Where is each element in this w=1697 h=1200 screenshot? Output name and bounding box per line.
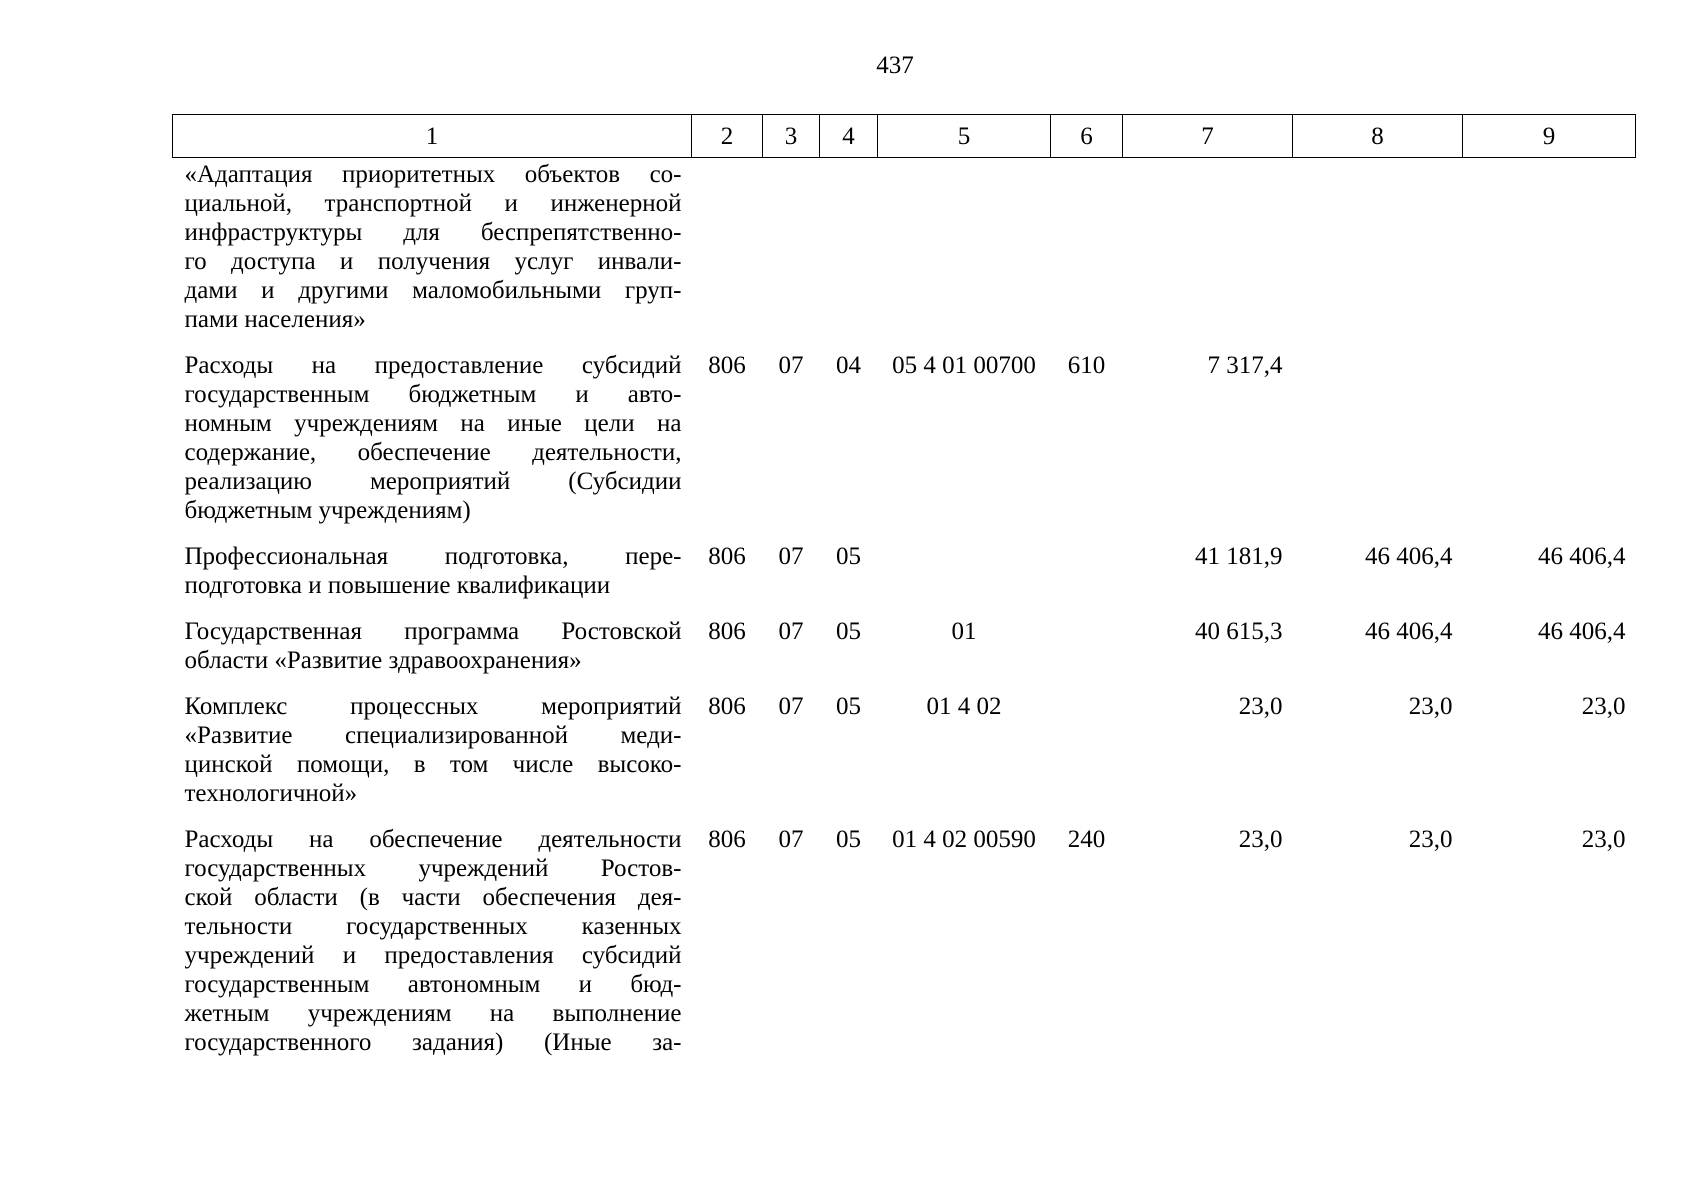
col-8-cell: 46 406,4 (1365, 543, 1453, 570)
col-9-cell (1463, 158, 1636, 347)
description-line: государственного задания) (Иные за- (184, 1029, 682, 1056)
description-line: го доступа и получения услуг инвали- (184, 248, 682, 275)
description-line: «Развитие специализированной меди- (184, 722, 682, 749)
col-9-cell (1463, 346, 1636, 537)
col-5-cell: 01 4 02 00590 (892, 826, 1036, 853)
col-8-cell: 23,0 (1408, 693, 1453, 720)
col-7-cell (1123, 158, 1293, 347)
col-4-cell (820, 158, 878, 347)
col-4-cell: 05 (836, 543, 861, 570)
description-line: циальной, транспортной и инженерной (184, 190, 682, 217)
table-row (173, 612, 1636, 687)
col-9-cell: 46 406,4 (1538, 543, 1626, 570)
row-description (173, 687, 692, 820)
description-line: Комплекс процессных мероприятий (184, 693, 682, 720)
col-5-cell: 05 4 01 00700 (892, 352, 1036, 379)
header-cell-6: 6 (1051, 115, 1123, 158)
col-3-cell: 07 (778, 543, 804, 570)
col-9-cell: 23,0 (1581, 693, 1626, 720)
header-cell-2: 2 (692, 115, 763, 158)
table-header (173, 115, 1636, 158)
col-8-cell: 46 406,4 (1365, 618, 1453, 645)
description-line: инфраструктуры для беспрепятственно- (184, 219, 682, 246)
col-3-cell: 07 (778, 618, 804, 645)
table-row (173, 820, 1636, 1069)
col-7-cell: 23,0 (1238, 826, 1283, 853)
col-3-cell: 07 (778, 352, 804, 379)
header-cell-3: 3 (763, 115, 820, 158)
description-line: Расходы на обеспечение деятельности (184, 826, 682, 853)
description-line: Государственная программа Ростовской (184, 618, 682, 645)
col-4-cell: 05 (836, 693, 861, 720)
header-row (173, 115, 1636, 158)
description-line: дами и другими маломобильными груп- (184, 277, 682, 304)
header-cell-8: 8 (1293, 115, 1463, 158)
description-line: «Адаптация приоритетных объектов со- (184, 161, 682, 188)
table-row (173, 158, 1636, 347)
description-line: Профессиональная подготовка, пере- (184, 543, 682, 570)
table-row (173, 537, 1636, 612)
col-7-cell: 40 615,3 (1195, 618, 1283, 645)
header-cell-5: 5 (878, 115, 1051, 158)
col-4-cell: 04 (836, 352, 861, 379)
description-line: учреждений и предоставления субсидий (184, 942, 682, 969)
description-line: бюджетным учреждениям) (184, 497, 471, 524)
col-3-cell: 07 (778, 693, 804, 720)
row-description (173, 537, 692, 612)
description-line: цинской помощи, в том числе высоко- (184, 751, 682, 778)
description-line: государственным бюджетным и авто- (184, 381, 682, 408)
col-2-cell: 806 (708, 352, 746, 379)
row-description (173, 158, 692, 347)
col-2-cell (692, 158, 763, 347)
header-cell-4: 4 (820, 115, 878, 158)
col-6-cell: 610 (1067, 352, 1106, 379)
col-2-cell: 806 (708, 543, 746, 570)
col-2-cell: 806 (708, 693, 746, 720)
description-line: области «Развитие здравоохранения» (184, 647, 582, 674)
col-2-cell: 806 (708, 826, 746, 853)
description-line: государственных учреждений Ростов- (184, 855, 682, 882)
description-line: технологичной» (184, 780, 358, 807)
col-7-cell: 23,0 (1238, 693, 1283, 720)
description-line: тельности государственных казенных (184, 913, 682, 940)
col-3-cell (763, 158, 820, 347)
row-description (173, 612, 692, 687)
description-line: государственным автономным и бюд- (184, 971, 682, 998)
col-5-cell (878, 158, 1051, 347)
header-cell-9: 9 (1463, 115, 1636, 158)
col-6-cell (1051, 687, 1123, 820)
table-row (173, 687, 1636, 820)
description-line: Расходы на предоставление субсидий (184, 352, 682, 379)
col-4-cell: 05 (836, 618, 861, 645)
table-body (173, 158, 1636, 1070)
col-4-cell: 05 (836, 826, 861, 853)
col-7-cell: 41 181,9 (1195, 543, 1283, 570)
description-line: жетным учреждениям на выполнение (184, 1000, 682, 1027)
col-8-cell (1293, 158, 1463, 347)
col-6-cell: 240 (1067, 826, 1106, 853)
description-line: пами населения» (184, 306, 366, 333)
col-3-cell: 07 (778, 826, 804, 853)
header-cell-7: 7 (1123, 115, 1293, 158)
col-6-cell (1051, 537, 1123, 612)
col-9-cell: 46 406,4 (1538, 618, 1626, 645)
col-5-cell: 01 (951, 618, 977, 645)
row-description (173, 346, 692, 537)
col-7-cell: 7 317,4 (1207, 352, 1283, 379)
description-line: подготовка и повышение квалификации (184, 572, 611, 599)
table-row (173, 346, 1636, 537)
page-number: 437 (876, 52, 914, 79)
description-line: номным учреждениям на иные цели на (184, 410, 682, 437)
col-9-cell: 23,0 (1581, 826, 1626, 853)
budget-table (172, 114, 1635, 1069)
col-8-cell: 23,0 (1408, 826, 1453, 853)
description-line: реализацию мероприятий (Субсидии (184, 468, 682, 495)
description-line: ской области (в части обеспечения дея- (184, 884, 682, 911)
col-6-cell (1051, 612, 1123, 687)
col-2-cell: 806 (708, 618, 746, 645)
description-line: содержание, обеспечение деятельности, (184, 439, 682, 466)
budget-table-grid (172, 114, 1636, 1069)
col-5-cell: 01 4 02 (926, 693, 1002, 720)
header-cell-1: 1 (173, 115, 692, 158)
row-description (173, 820, 692, 1069)
col-5-cell (878, 537, 1051, 612)
col-6-cell (1051, 158, 1123, 347)
col-8-cell (1293, 346, 1463, 537)
